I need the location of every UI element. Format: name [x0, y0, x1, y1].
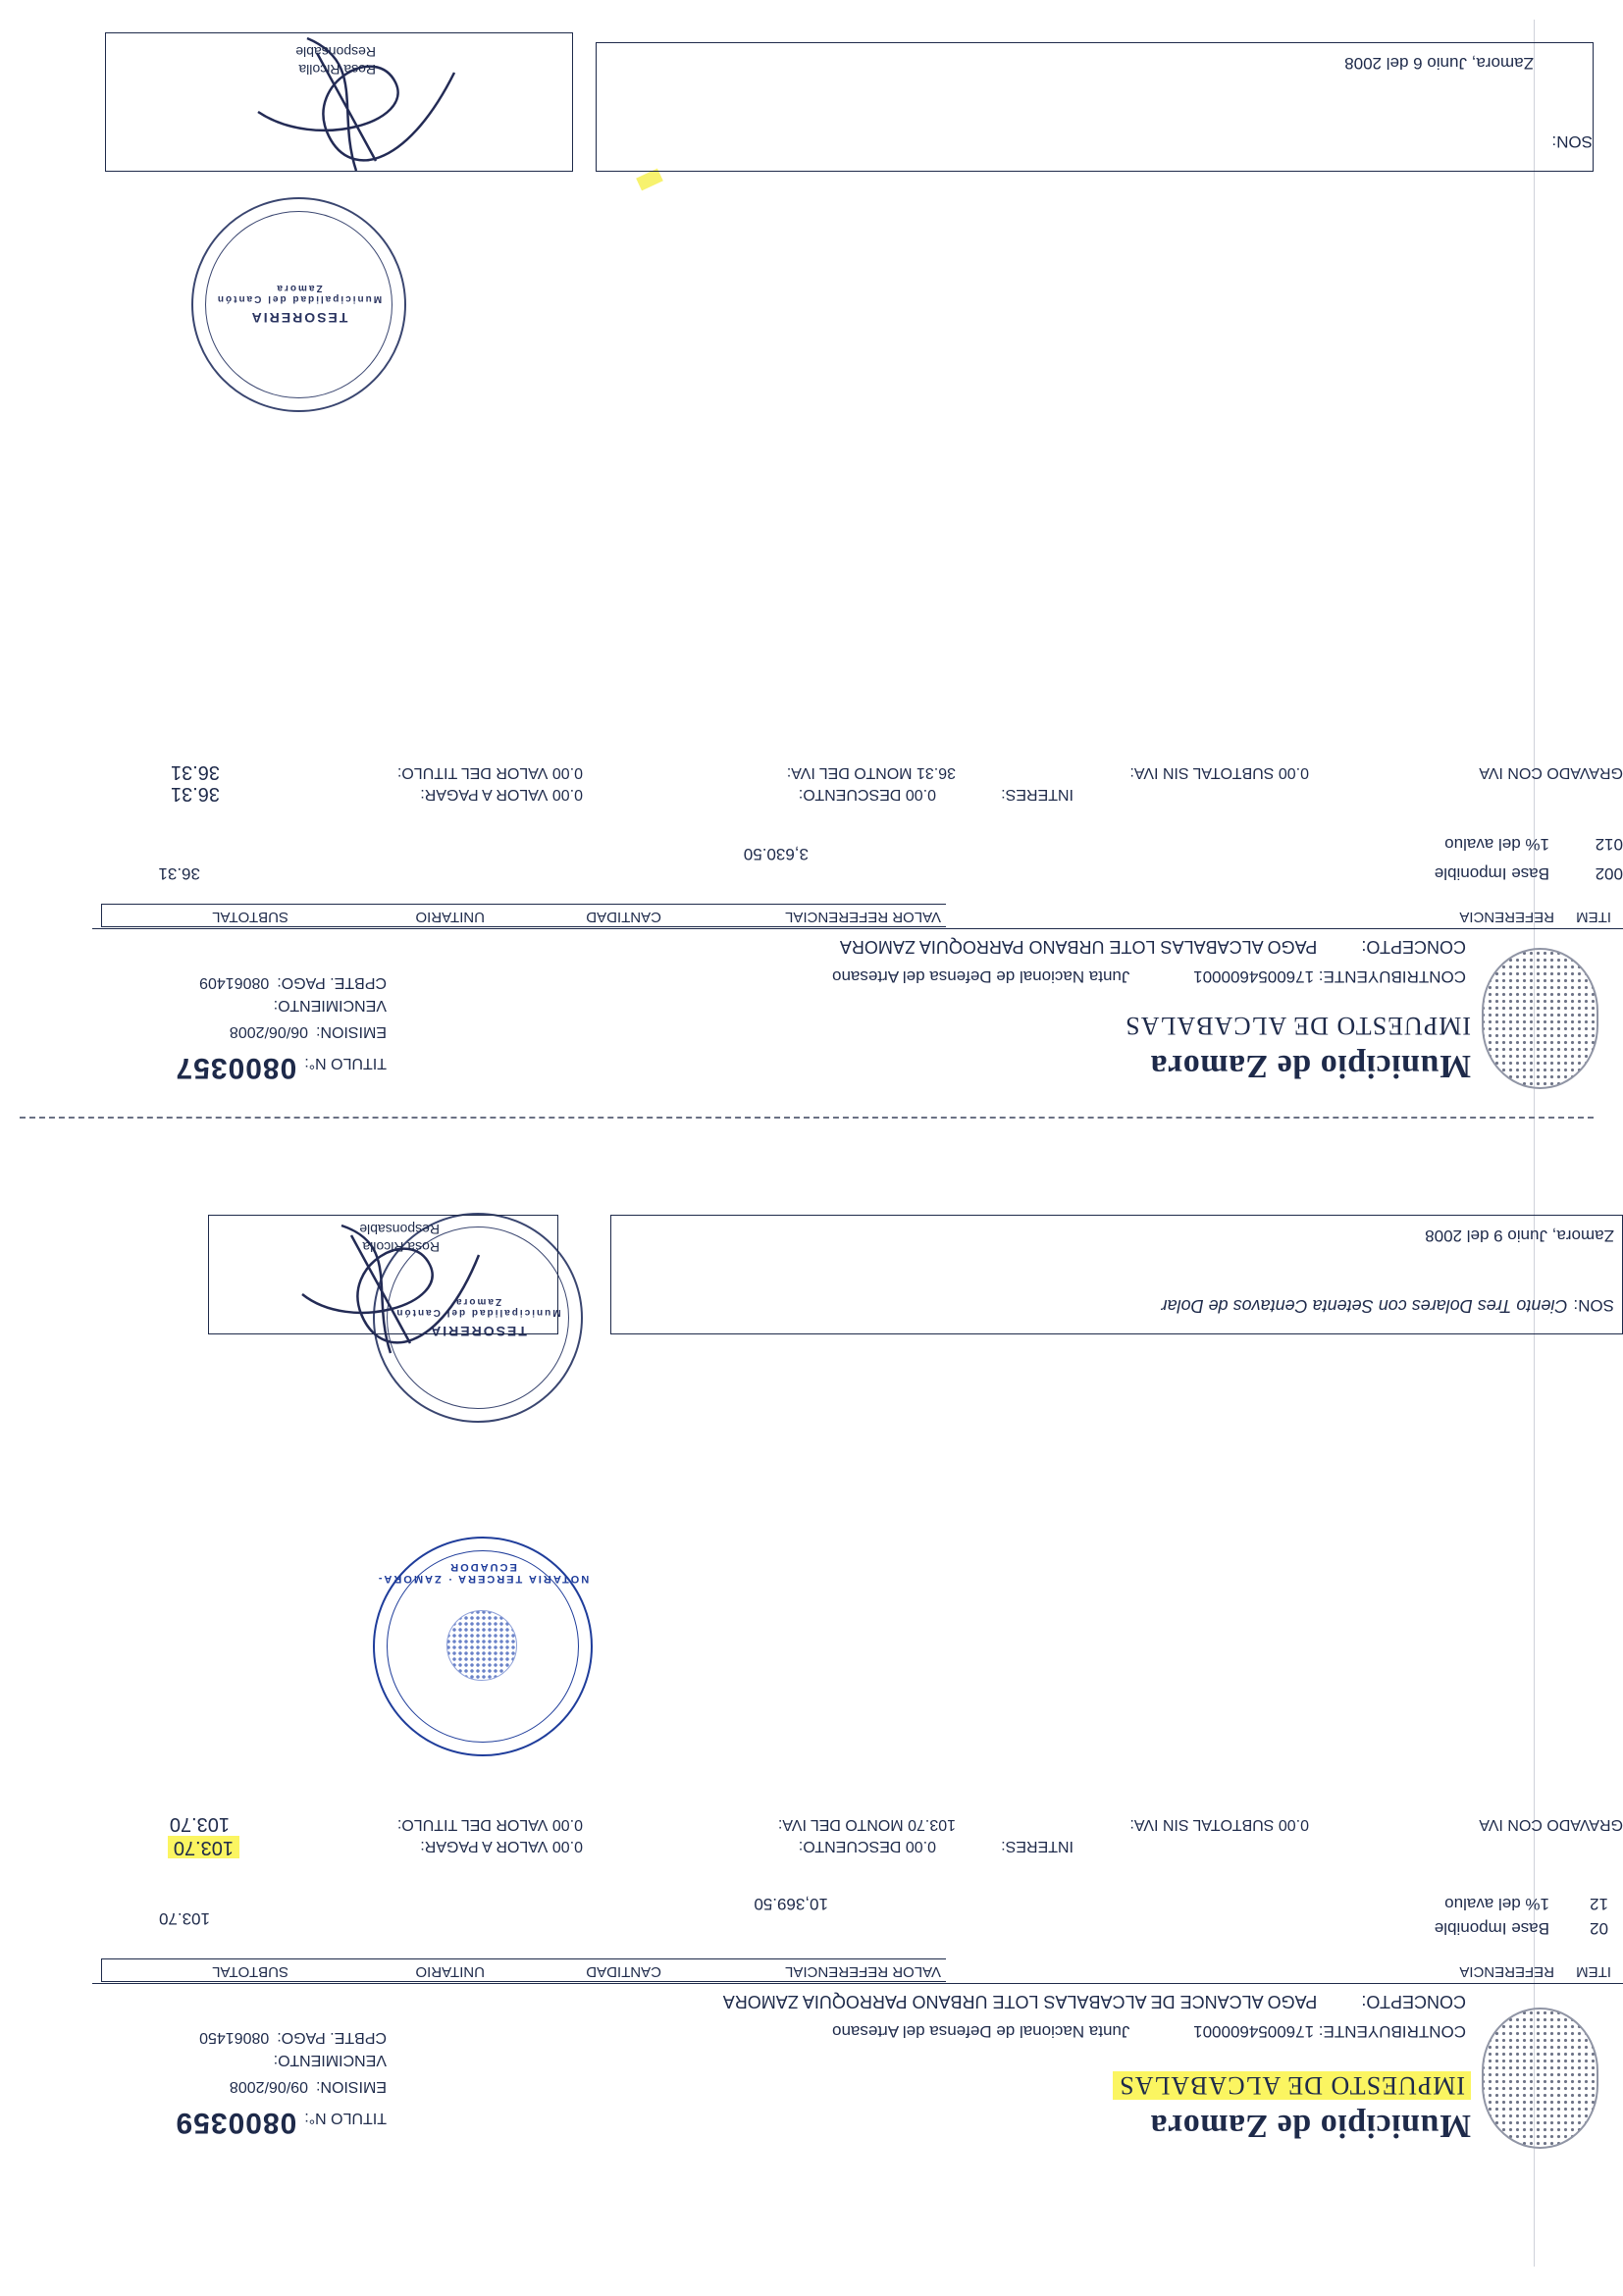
- son-line: [1162, 1295, 1614, 1316]
- subtotal-sin-iva: 0.00 SUBTOTAL SIN IVA:: [1129, 764, 1309, 781]
- gravado-con-iva: GRAVADO CON IVA: [1479, 764, 1623, 781]
- item-referencia: Base Imponible: [1434, 864, 1549, 883]
- header-unitario: UNITARIO: [415, 909, 485, 925]
- valor-pagar-amount: 103.70: [168, 1836, 239, 1858]
- signer-role: Responsable: [359, 1222, 440, 1237]
- signer-name: Rosa Ricolla: [362, 1239, 440, 1255]
- son-text: Ciento Tres Dolares con Setenta Centavos de Dolar: [1161, 1296, 1568, 1316]
- notary-stamp: [373, 1537, 593, 1756]
- header-unitario: UNITARIO: [415, 1963, 485, 1980]
- valor-titulo: 0.00 VALOR DEL TITULO:: [396, 1816, 583, 1833]
- cpbte-pago: [199, 973, 387, 991]
- titulo-number: [175, 2106, 387, 2139]
- header-cantidad: CANTIDAD: [586, 1963, 661, 1980]
- concepto-label: CONCEPTO:: [1361, 1992, 1466, 2011]
- header-cantidad: CANTIDAD: [586, 909, 661, 925]
- contribuyente-nombre: Junta Nacional de Defensa del Artesano: [832, 967, 1130, 986]
- document-type: [1113, 2070, 1471, 2100]
- signature-box: [105, 32, 573, 172]
- son-label: SON:: [1573, 1296, 1614, 1315]
- contribuyente-ruc: 1760054600001: [1193, 2022, 1315, 2041]
- emision-label: EMISION:: [315, 2078, 387, 2095]
- item-code: 12: [1590, 1895, 1608, 1913]
- municipality-name: Municipio de Zamora: [1150, 1048, 1471, 1084]
- cut-line: [20, 1117, 1594, 1119]
- item-subtotal: 103.70: [159, 1909, 210, 1928]
- contribuyente-ruc: 1760054600001: [1193, 967, 1315, 986]
- emision: [230, 1022, 387, 1040]
- contribuyente: [832, 2021, 1466, 2041]
- header-referencia: REFERENCIA: [1459, 1963, 1554, 1980]
- header-subtotal: SUBTOTAL: [212, 1963, 288, 1980]
- header-referencia: REFERENCIA: [1459, 909, 1554, 925]
- valor-pagar-amount: 36.31: [170, 783, 220, 805]
- item-referencia: 1% del avaluo: [1444, 835, 1549, 854]
- treasury-stamp-name: Municipalidad del Cantón Zamora: [394, 1296, 561, 1318]
- monto-iva: 36.31 MONTO DEL IVA:: [786, 764, 956, 781]
- valor-pagar: 0.00 VALOR A PAGAR:: [420, 1838, 583, 1854]
- emision-value: 09/06/2008: [229, 2078, 308, 2095]
- cpbte-value: 08061409: [199, 974, 270, 991]
- vencimiento-label: VENCIMIENTO:: [273, 2052, 387, 2068]
- column-headers: [0, 904, 1623, 929]
- place-date: Zamora, Junio 6 del 2008: [1344, 54, 1534, 73]
- notary-stamp-text: NOTARIA TERCERA · ZAMORA-ECUADOR: [376, 1561, 590, 1585]
- header-valor-referencial: VALOR REFERENCIAL: [785, 1963, 941, 1980]
- titulo-label: TITULO N°:: [304, 1055, 387, 1071]
- vencimiento: [274, 996, 387, 1014]
- document-type-text: IMPUESTO DE ALCABALAS: [1113, 2071, 1471, 2100]
- signer-role: Responsable: [295, 44, 376, 60]
- interes: INTERES:: [1001, 1838, 1073, 1854]
- coat-of-arms-icon: [446, 1610, 517, 1681]
- emision-label: EMISION:: [315, 1023, 387, 1040]
- concepto-value: PAGO ALCABALAS LOTE URBANO PARROQUIA ZAMORA: [839, 937, 1318, 957]
- item-code: 02: [1590, 1919, 1608, 1938]
- vencimiento-label: VENCIMIENTO:: [273, 997, 387, 1014]
- son-box: [596, 42, 1594, 172]
- concepto-label: CONCEPTO:: [1361, 937, 1466, 957]
- contribuyente-label: CONTRIBUYENTE:: [1318, 967, 1466, 986]
- valor-titulo: 0.00 VALOR DEL TITULO:: [396, 764, 583, 781]
- vencimiento: [274, 2051, 387, 2068]
- item-valor-referencial: 3,630.50: [743, 845, 809, 863]
- titulo-number: [175, 1051, 387, 1084]
- gravado-con-iva: GRAVADO CON IVA: [1479, 1816, 1623, 1833]
- cpbte-label: CPBTE. PAGO:: [277, 2029, 387, 2046]
- column-headers: [0, 1958, 1623, 1984]
- treasury-stamp: [191, 197, 406, 412]
- valor-pagar: 0.00 VALOR A PAGAR:: [420, 786, 583, 803]
- item-code: 002: [1595, 864, 1623, 883]
- item-valor-referencial: 10,369.50: [754, 1895, 828, 1913]
- concepto-value: PAGO ALCANCE DE ALCABALAS LOTE URBANO PARROQUIA ZAMORA: [722, 1992, 1318, 2011]
- cpbte-value: 08061450: [199, 2029, 270, 2046]
- header-valor-referencial: VALOR REFERENCIAL: [785, 909, 941, 925]
- titulo-label: TITULO N°:: [304, 2110, 387, 2126]
- titulo-value: 0800357: [175, 1052, 297, 1084]
- item-referencia: Base Imponible: [1434, 1919, 1549, 1938]
- concepto: [840, 936, 1466, 957]
- valor-titulo-amount: 103.70: [169, 1813, 230, 1835]
- descuento: 0.00 DESCUENTO:: [798, 786, 936, 803]
- treasury-stamp-name: Municipalidad del Cantón Zamora: [215, 283, 383, 305]
- son-box: [610, 1215, 1623, 1334]
- interes: INTERES:: [1001, 786, 1073, 803]
- cpbte-pago: [199, 2028, 387, 2046]
- item-subtotal: 36.31: [158, 864, 200, 883]
- treasury-stamp-inner: TESORERIA: [429, 1324, 527, 1339]
- son-label: SON:: [1551, 132, 1593, 151]
- municipal-emblem-icon: [1482, 2008, 1598, 2149]
- municipal-emblem-icon: [1482, 948, 1598, 1089]
- signer-name: Rosa Ricolla: [298, 62, 376, 78]
- subtotal-sin-iva: 0.00 SUBTOTAL SIN IVA:: [1129, 1816, 1309, 1833]
- item-referencia: 1% del avaluo: [1444, 1895, 1549, 1913]
- descuento: 0.00 DESCUENTO:: [798, 1838, 936, 1854]
- treasury-stamp-inner: TESORERIA: [249, 310, 348, 327]
- contribuyente: [832, 966, 1466, 986]
- header-item: ITEM: [1576, 909, 1611, 925]
- emision: [230, 2077, 387, 2095]
- contribuyente-label: CONTRIBUYENTE:: [1318, 2022, 1466, 2041]
- cpbte-label: CPBTE. PAGO:: [277, 974, 387, 991]
- concepto: [723, 1991, 1466, 2011]
- valor-titulo-amount: 36.31: [170, 761, 220, 783]
- place-date: Zamora, Junio 9 del 2008: [1425, 1226, 1614, 1245]
- monto-iva: 103.70 MONTO DEL IVA:: [777, 1816, 956, 1833]
- emision-value: 06/06/2008: [229, 1023, 308, 1040]
- document-type: IMPUESTO DE ALCABALAS: [1125, 1012, 1471, 1040]
- contribuyente-nombre: Junta Nacional de Defensa del Artesano: [832, 2022, 1130, 2041]
- header-subtotal: SUBTOTAL: [212, 909, 288, 925]
- item-code: 012: [1595, 835, 1623, 854]
- header-item: ITEM: [1576, 1963, 1611, 1980]
- municipality-name: Municipio de Zamora: [1150, 2108, 1471, 2144]
- signature-box: [208, 1215, 558, 1334]
- titulo-value: 0800359: [175, 2107, 297, 2139]
